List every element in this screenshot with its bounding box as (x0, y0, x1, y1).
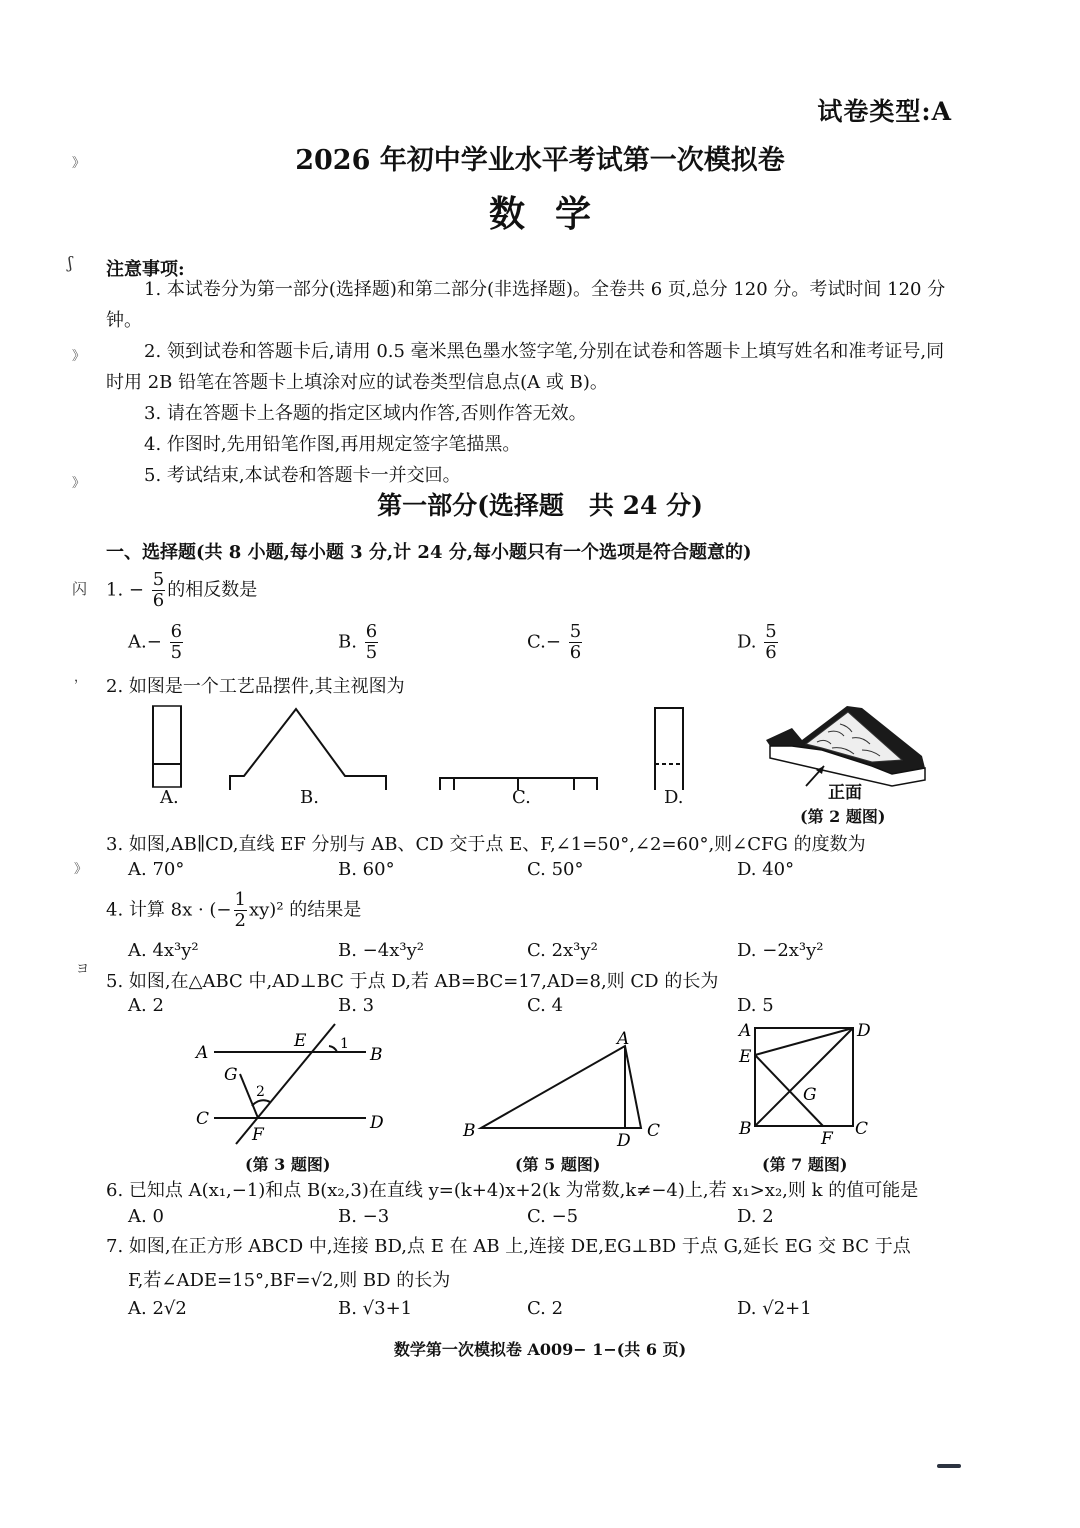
question-stem: 的相反数是 (167, 579, 258, 601)
question-5 (106, 967, 718, 993)
option-6d: D. 2 (737, 1206, 774, 1227)
margin-mark: 》 (74, 862, 88, 877)
front-face-label: 正面 (828, 783, 862, 803)
fraction (234, 890, 247, 931)
notice-heading: 注意事项: (106, 259, 185, 280)
numerator: 6 (365, 621, 378, 642)
minus-sign: − (146, 631, 162, 653)
point-label: E (294, 1031, 307, 1051)
option-label: C. (527, 631, 546, 653)
point-label: A (739, 1021, 752, 1041)
q5-triangle-figure (455, 1028, 675, 1148)
question-number: 6. (106, 1180, 124, 1201)
margin-mark: 》 (72, 156, 86, 171)
exam-type-label: 试卷类型:A (817, 97, 952, 126)
question-stem: 如图,在正方形 ABCD 中,连接 BD,点 E 在 AB 上,连接 DE,EG⊥BD 于点 G,延长 EG 交 BC 于点 (128, 1236, 911, 1257)
denominator: 5 (365, 642, 378, 663)
margin-mark: ヨ (76, 962, 90, 977)
part-one-title: 第一部分(选择题 共 24 分) (377, 491, 703, 520)
option-6c: C. −5 (527, 1206, 579, 1227)
option-4c: C. 2x³y² (527, 940, 598, 961)
point-label: G (224, 1065, 238, 1085)
q3-parallel-lines-figure (190, 1018, 390, 1148)
question-6 (106, 1176, 918, 1202)
margin-mark: ， (74, 670, 88, 685)
denominator: 5 (170, 642, 183, 663)
notice-list (106, 274, 956, 491)
option-3d: D. 40° (737, 859, 795, 880)
question-2 (106, 672, 405, 698)
angle-label: 2 (256, 1084, 265, 1100)
option-5d: D. 5 (737, 995, 774, 1016)
option-label: B. (338, 631, 357, 653)
option-5c: C. 4 (527, 995, 564, 1016)
point-label: F (821, 1129, 833, 1145)
question-stem: 计算 8x · (− (128, 899, 232, 921)
q7-figure-caption: (第 7 题图) (762, 1155, 848, 1174)
angle-label: 1 (340, 1036, 349, 1052)
margin-mark: 》 (72, 476, 86, 491)
q3-figure-caption: (第 3 题图) (245, 1155, 331, 1174)
point-label: F (252, 1125, 264, 1145)
margin-mark: 》 (72, 349, 86, 364)
option-3a: A. 70° (128, 859, 185, 880)
option-label: A. (128, 631, 147, 653)
margin-mark: ʃ (68, 253, 73, 272)
point-label: A (617, 1029, 630, 1049)
option-6a: A. 0 (128, 1206, 164, 1227)
question-number: 7. (106, 1236, 124, 1257)
point-label: B (463, 1121, 476, 1141)
notice-item: 2. 领到试卷和答题卡后,请用 0.5 毫米黑色墨水签字笔,分别在试卷和答题卡上填写姓名和准考证号,同时用 2B 铅笔在答题卡上填涂对应的试卷类型信息点(A 或 B)。 (106, 341, 945, 393)
notice-item: 1. 本试卷分为第一部分(选择题)和第二部分(非选择题)。全卷共 6 页,总分 120 分。考试时间 120 分钟。 (106, 279, 946, 331)
numerator: 1 (234, 889, 246, 910)
question-stem: 已知点 A(x₁,−1)和点 B(x₂,3)在直线 y=(k+4)x+2(k 为常数,k≠−4)上,若 x₁>x₂,则 k 的值可能是 (128, 1180, 919, 1201)
question-stem: 如图,在△ABC 中,AD⊥BC 于点 D,若 AB=BC=17,AD=8,则 CD 的长为 (128, 971, 719, 992)
section-heading: 一、选择题(共 8 小题,每小题 3 分,计 24 分,每小题只有一个选项是符合题意的) (106, 542, 752, 563)
option-4d: D. −2x³y² (737, 940, 824, 961)
q2-label-d: D. (664, 787, 684, 808)
option-label: D. (737, 631, 757, 653)
page-footer: 数学第一次模拟卷 A009− 1−(共 6 页) (393, 1340, 687, 1359)
question-1 (106, 570, 257, 611)
question-stem: 如图,AB∥CD,直线 EF 分别与 AB、CD 交于点 E、F,∠1=50°,∠2=60°,则∠CFG 的度数为 (128, 834, 866, 855)
option-7b: B. √3+1 (338, 1298, 413, 1319)
point-label: D (617, 1131, 631, 1148)
point-label: B (739, 1119, 752, 1139)
numerator: 5 (569, 621, 582, 642)
option-7a: A. 2√2 (128, 1298, 187, 1319)
minus-sign: − (545, 631, 561, 653)
option-1b (338, 622, 380, 663)
question-3 (106, 830, 866, 856)
question-number: 5. (106, 971, 124, 992)
q2-label-b: B. (300, 787, 319, 808)
numerator: 5 (765, 621, 777, 642)
notice-item: 4. 作图时,先用铅笔作图,再用规定签字笔描黑。 (144, 434, 521, 455)
option-1d (737, 622, 780, 663)
question-number: 2. (106, 676, 124, 697)
q2-figure-caption: (第 2 题图) (800, 807, 886, 826)
question-stem: xy)² 的结果是 (248, 899, 362, 921)
point-label: C (647, 1121, 661, 1141)
option-5b: B. 3 (338, 995, 375, 1016)
denominator: 2 (234, 910, 246, 931)
notice-item: 3. 请在答题卡上各题的指定区域内作答,否则作答无效。 (144, 403, 587, 424)
scroll-handle[interactable] (937, 1464, 961, 1468)
question-number: 1. (106, 579, 124, 601)
option-4b: B. −4x³y² (338, 940, 424, 961)
notice-item: 5. 考试结束,本试卷和答题卡一并交回。 (144, 465, 461, 486)
point-label: G (803, 1085, 817, 1105)
option-1c (527, 622, 584, 663)
q7-square-figure (735, 1020, 875, 1145)
exam-title: 2026 年初中学业水平考试第一次模拟卷 (295, 145, 785, 176)
q2-label-c: C. (512, 787, 531, 808)
q2-option-figures (140, 700, 800, 790)
point-label: C (855, 1119, 869, 1139)
point-label: D (370, 1113, 384, 1133)
margin-mark: 闪 (72, 580, 88, 598)
question-7 (106, 1232, 911, 1258)
point-label: D (857, 1021, 871, 1041)
q2-label-a: A. (160, 787, 179, 808)
option-3c: C. 50° (527, 859, 584, 880)
option-5a: A. 2 (128, 995, 164, 1016)
fraction (170, 622, 183, 663)
point-label: B (370, 1045, 383, 1065)
subject-title: 数学 (488, 193, 621, 235)
q5-figure-caption: (第 5 题图) (515, 1155, 601, 1174)
craft-ornament-figure (762, 700, 932, 790)
option-3b: B. 60° (338, 859, 395, 880)
fraction (365, 622, 378, 663)
numerator: 5 (152, 569, 165, 590)
fraction (152, 570, 165, 611)
denominator: 6 (765, 642, 777, 663)
option-4a: A. 4x³y² (128, 940, 199, 961)
option-6b: B. −3 (338, 1206, 390, 1227)
option-7d: D. √2+1 (737, 1298, 812, 1319)
option-7c: C. 2 (527, 1298, 564, 1319)
fraction (569, 622, 582, 663)
question-number: 3. (106, 834, 124, 855)
point-label: E (739, 1047, 752, 1067)
question-number: 4. (106, 899, 124, 921)
question-4 (106, 890, 361, 931)
fraction (764, 622, 777, 663)
numerator: 6 (170, 621, 183, 642)
denominator: 6 (152, 590, 165, 611)
question-stem: 如图是一个工艺品摆件,其主视图为 (128, 676, 405, 697)
point-label: A (196, 1043, 209, 1063)
point-label: C (196, 1109, 210, 1129)
minus-sign: − (128, 579, 145, 601)
denominator: 6 (569, 642, 582, 663)
question-7-line2: F,若∠ADE=15°,BF=√2,则 BD 的长为 (128, 1270, 451, 1291)
option-1a (128, 622, 185, 663)
